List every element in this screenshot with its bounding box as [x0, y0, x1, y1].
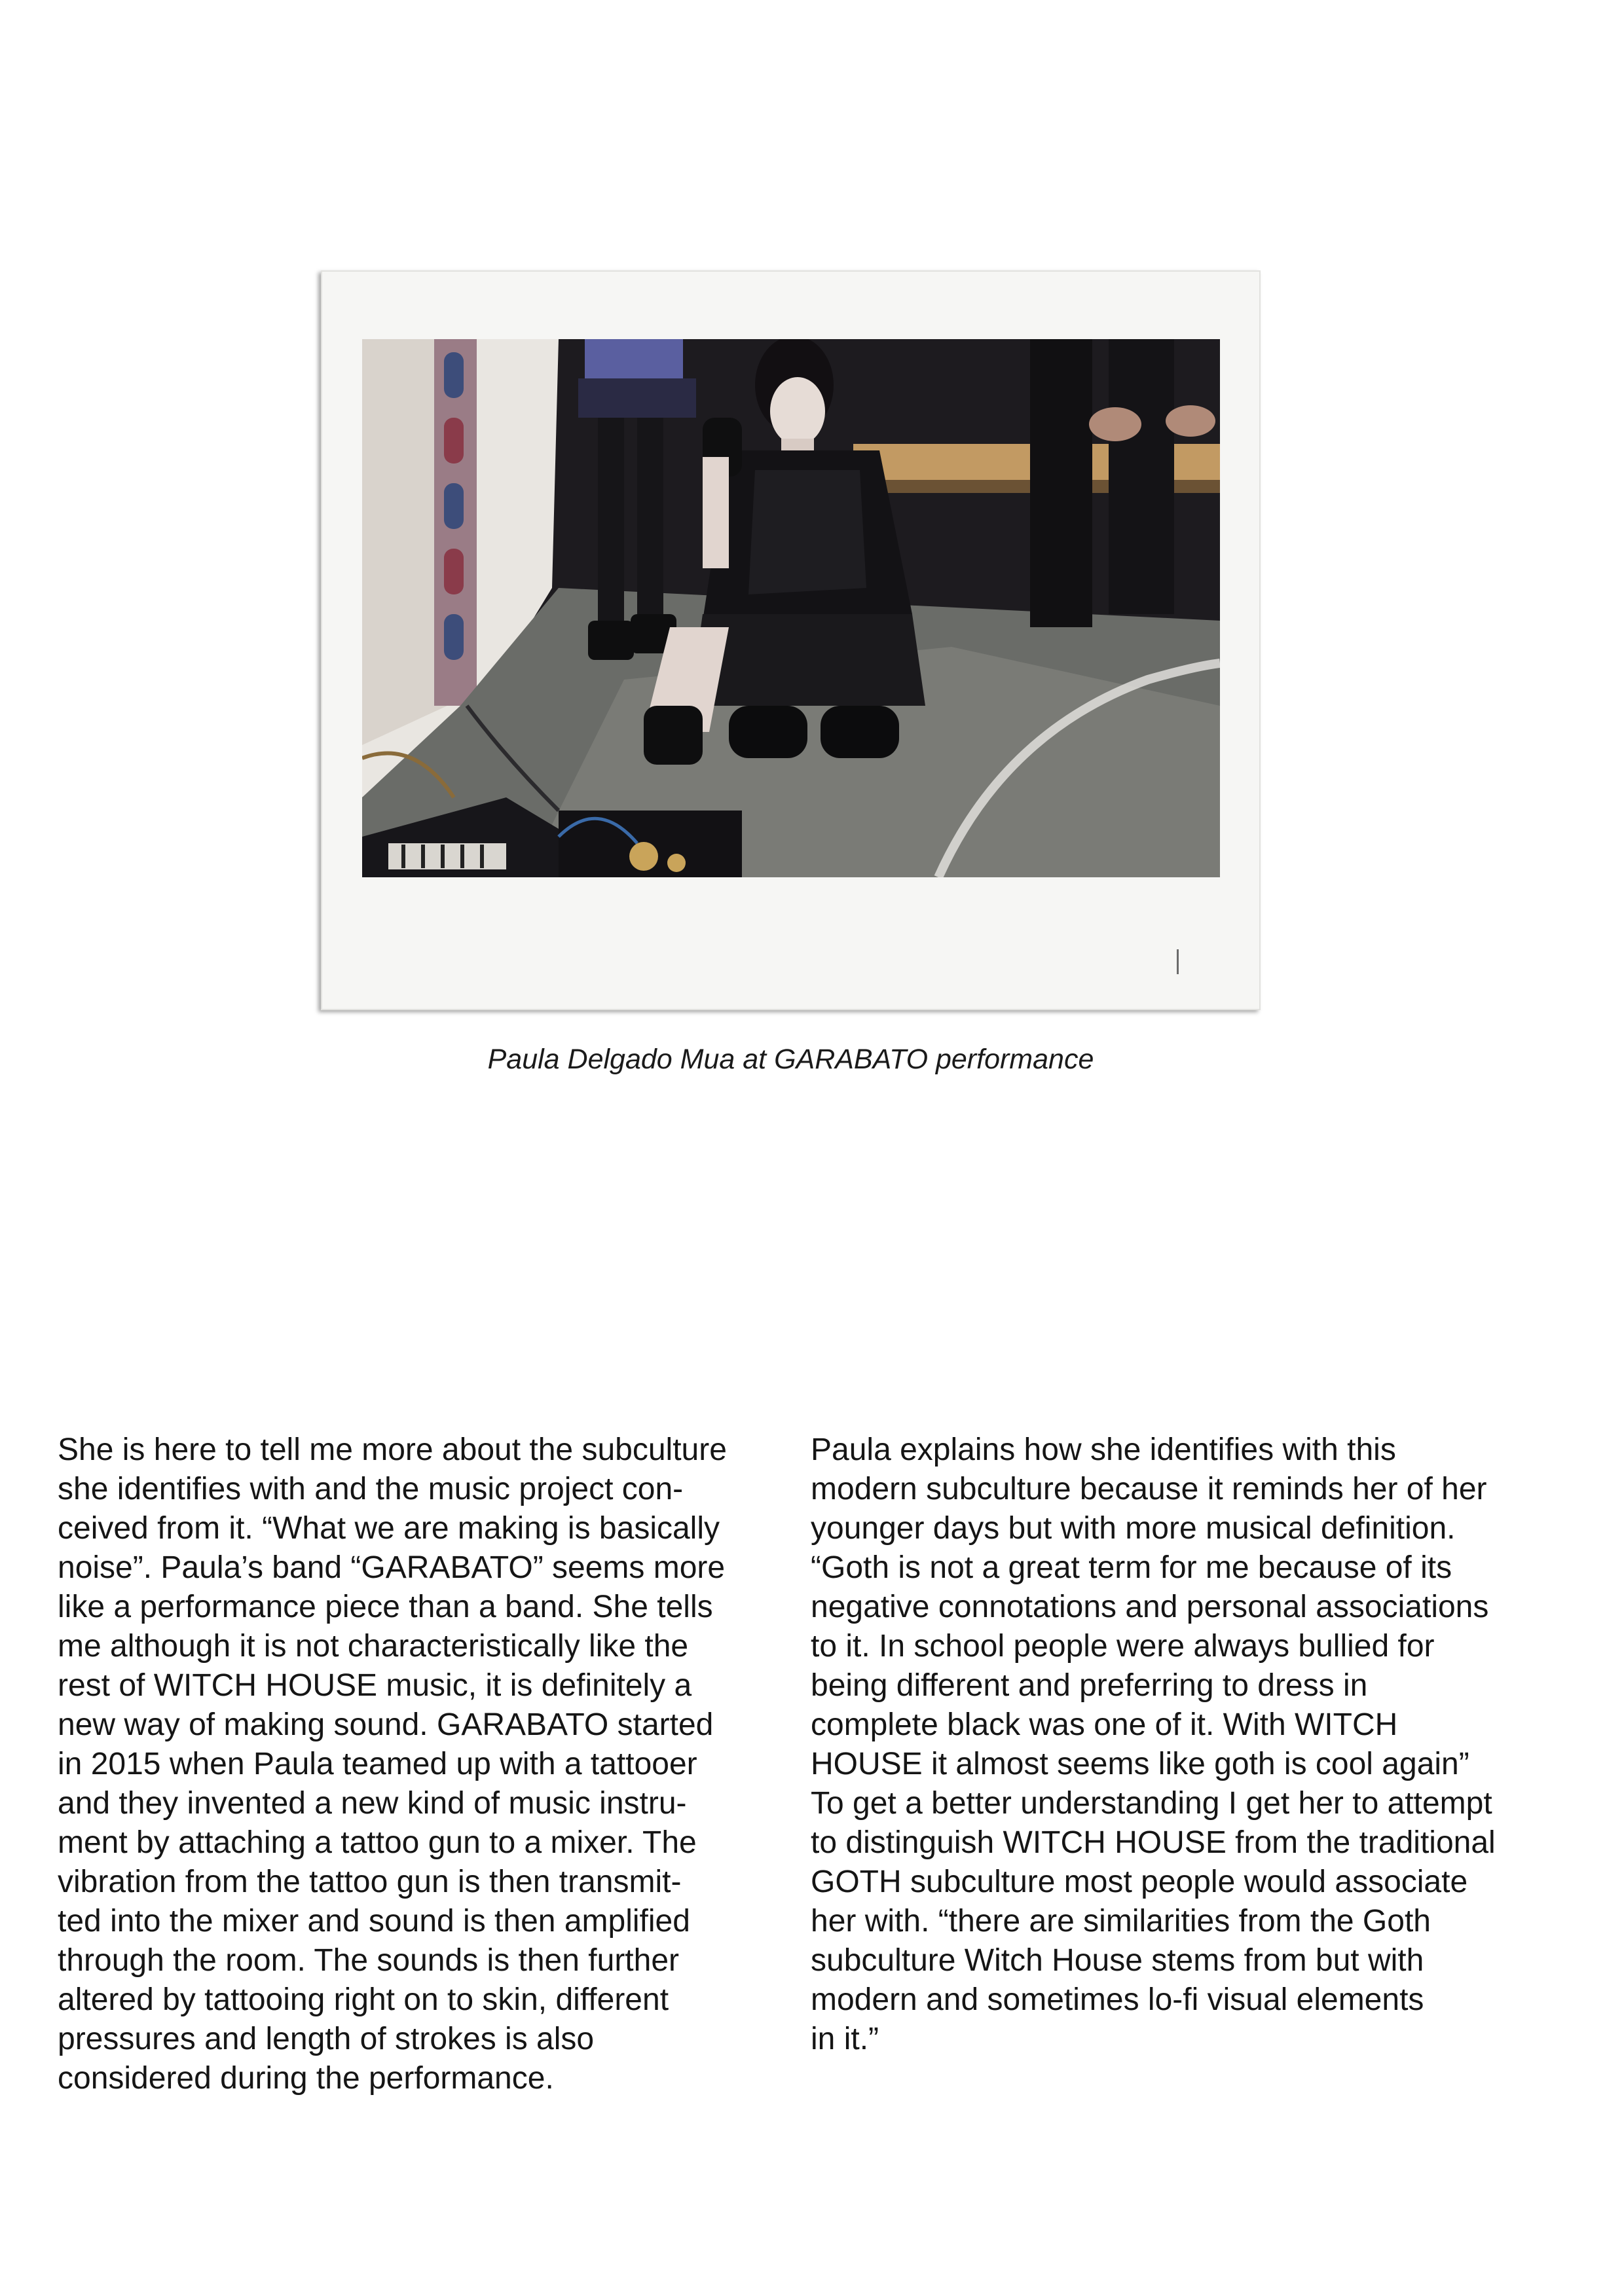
right-line: Paula explains how she identifies with this [811, 1432, 1396, 1467]
left-line: altered by tattooing right on to skin, different [58, 1982, 669, 2017]
right-line: being different and preferring to dress in [811, 1668, 1368, 1703]
performance-photo [362, 339, 1220, 877]
photo-caption: Paula Delgado Mua at GARABATO performance [487, 1044, 1094, 1075]
right-line: to it. In school people were always bullied for [811, 1629, 1435, 1664]
left-line: ment by attaching a tattoo gun to a mixer. The [58, 1825, 697, 1860]
right-line: GOTH subculture most people would associate [811, 1865, 1468, 1899]
instant-photo-frame [321, 270, 1261, 1010]
left-line: like a performance piece than a band. She tells [58, 1590, 713, 1624]
left-line: new way of making sound. GARABATO started [58, 1707, 714, 1742]
right-line: in it.” [811, 2022, 879, 2056]
right-line: to distinguish WITCH HOUSE from the traditional [811, 1825, 1496, 1860]
right-line: modern and sometimes lo-fi visual elements [811, 1982, 1424, 2017]
right-line: subculture Witch House stems from but with [811, 1943, 1424, 1978]
left-line: rest of WITCH HOUSE music, it is definitely a [58, 1668, 692, 1703]
film-scratch-mark [1177, 949, 1179, 974]
article-column-right [811, 1430, 1583, 2059]
left-line: ceived from it. “What we are making is basically [58, 1511, 720, 1546]
article-column-left [58, 1430, 778, 2098]
right-line: her with. “there are similarities from the Goth [811, 1904, 1431, 1939]
right-line: HOUSE it almost seems like goth is cool again” [811, 1747, 1469, 1781]
left-line: through the room. The sounds is then further [58, 1943, 680, 1978]
left-line: noise”. Paula’s band “GARABATO” seems more [58, 1550, 726, 1585]
left-line: in 2015 when Paula teamed up with a tattooer [58, 1747, 697, 1781]
right-line: negative connotations and personal associations [811, 1590, 1489, 1624]
right-line: complete black was one of it. With WITCH [811, 1707, 1398, 1742]
left-line: pressures and length of strokes is also [58, 2022, 595, 2056]
left-line: ted into the mixer and sound is then amplified [58, 1904, 690, 1939]
left-line: me although it is not characteristically like the [58, 1629, 689, 1664]
left-line: she identifies with and the music project con- [58, 1472, 684, 1506]
right-line: To get a better understanding I get her to attempt [811, 1786, 1492, 1821]
right-line: “Goth is not a great term for me because of its [811, 1550, 1452, 1585]
left-line: She is here to tell me more about the subculture [58, 1432, 727, 1467]
performance-photo-illustration [362, 339, 1220, 877]
right-line: younger days but with more musical definition. [811, 1511, 1456, 1546]
left-line: and they invented a new kind of music instru- [58, 1786, 687, 1821]
left-line: vibration from the tattoo gun is then transmit- [58, 1865, 682, 1899]
right-line: modern subculture because it reminds her of her [811, 1472, 1487, 1506]
left-line: considered during the performance. [58, 2061, 554, 2096]
